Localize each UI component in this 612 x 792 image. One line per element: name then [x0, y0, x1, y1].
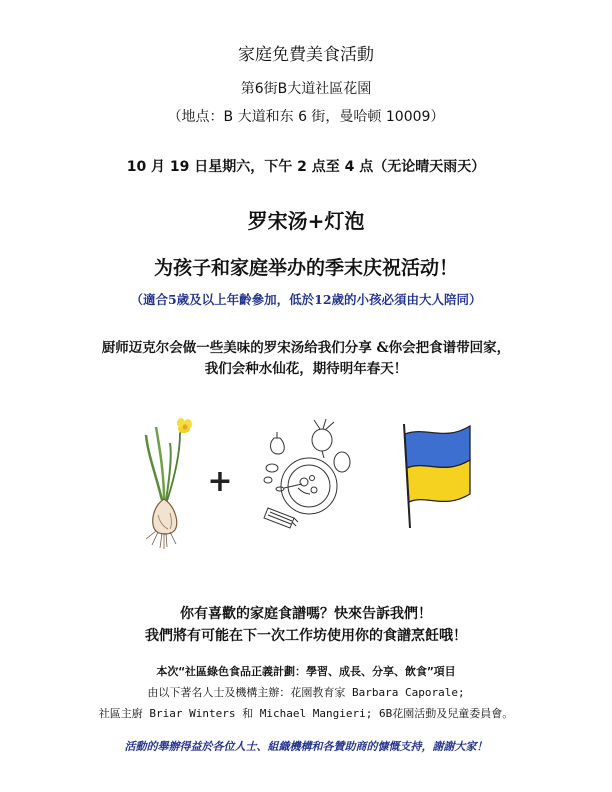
event-datetime: 10 月 19 日星期六，下午 2 点至 4 点（无论晴天雨天）	[126, 159, 486, 175]
event-address: （地点：B 大道和东 6 街，曼哈顿 10009）	[167, 109, 445, 125]
event-subtitle: 为孩子和家庭举办的季末庆祝活动！	[153, 257, 458, 279]
event-theme: 罗宋汤+灯泡	[247, 209, 365, 233]
description-line-1: 厨师迈克尔会做一些美味的罗宋汤给我们分享 &你会把食谱带回家，	[101, 340, 511, 356]
description-line-2: 我们会种水仙花，期待明年春天！	[204, 361, 408, 377]
recipe-call-line-1: 你有喜歡的家庭食譜嗎？快來告訴我們！	[180, 606, 432, 622]
borscht-soup-illustration	[254, 418, 354, 530]
recipe-call-line-2: 我們將有可能在下一次工作坊使用你的食譜烹飪哦！	[145, 628, 467, 644]
plus-sign: +	[207, 464, 233, 499]
event-title: 家庭免費美食活動	[238, 45, 374, 65]
daffodil-bulb-illustration	[134, 415, 194, 550]
event-venue: 第6街B大道社區花園	[240, 81, 372, 97]
ukraine-flag-illustration	[396, 420, 476, 530]
hosts-line-2: 社區主廚 Briar Winters 和 Michael Mangieri; 6B花園活動及兒童委員會。	[98, 707, 514, 720]
thanks-note: 活動的舉辦得益於各位人士、組織機構和各贊助商的慷慨支持，謝謝大家！	[124, 740, 488, 753]
hosts-line-1: 由以下著名人士及機構主辦：花園教育家 Barbara Caporale;	[147, 686, 465, 699]
age-note: （適合5歲及以上年齡參加，低於12歲的小孩必須由大人陪同）	[130, 292, 482, 307]
program-line: 本次“社區綠色食品正義計劃：學習、成長、分享、飲食”項目	[156, 665, 456, 678]
